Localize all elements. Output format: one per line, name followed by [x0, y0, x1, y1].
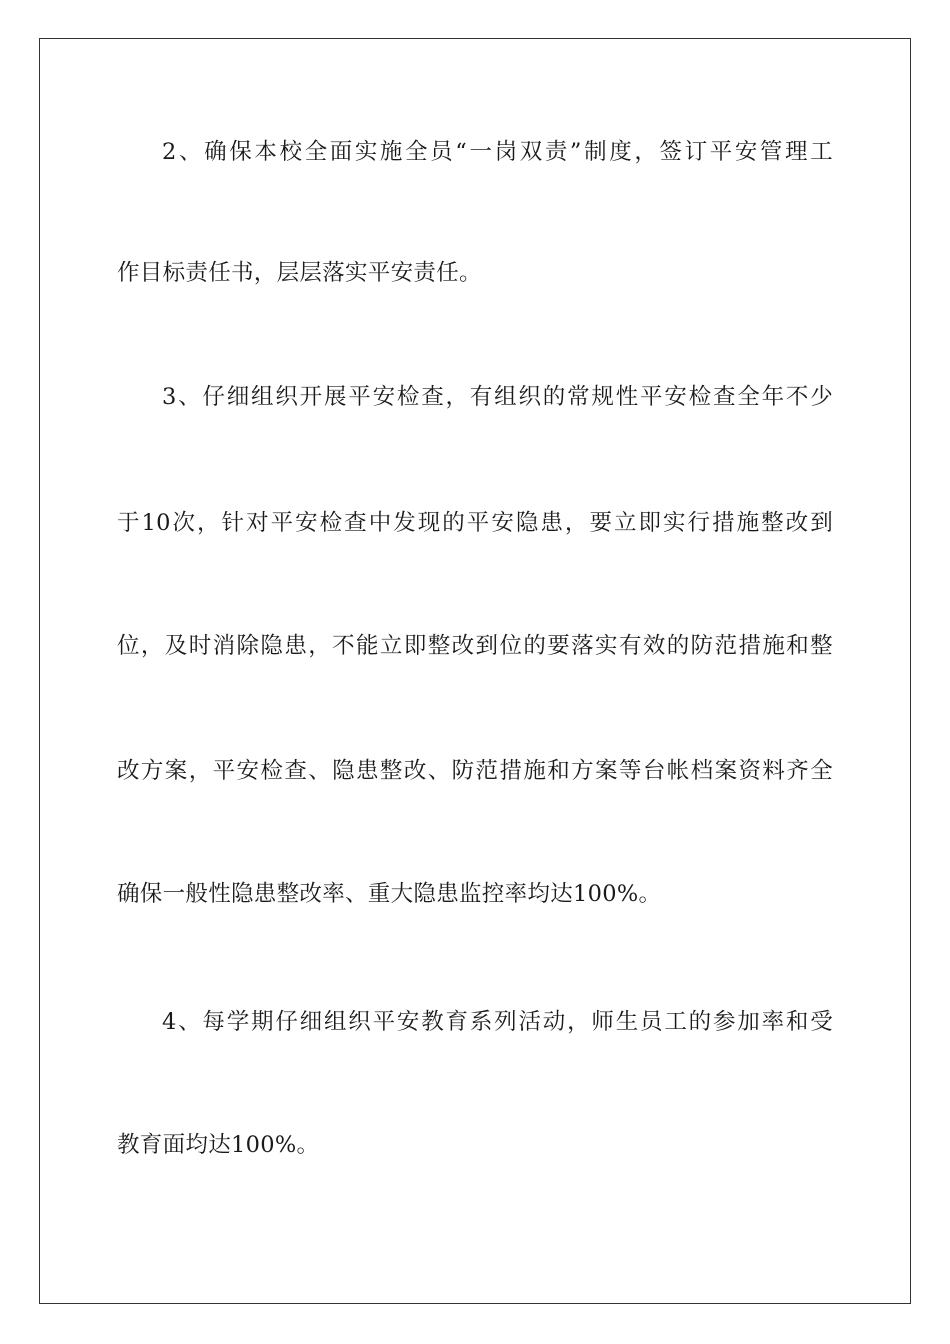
paragraph-3-line-1: 3、仔细组织开展平安检查，有组织的常规性平安检查全年不少 — [162, 384, 833, 410]
paragraph-3-line-4: 改方案，平安检查、隐患整改、防范措施和方案等台帐档案资料齐全 — [117, 758, 833, 784]
paragraph-4-line-1: 4、每学期仔细组织平安教育系列活动，师生员工的参加率和受 — [162, 1009, 833, 1035]
page-border — [39, 38, 911, 1304]
paragraph-2-line-2: 作目标责任书，层层落实平安责任。 — [117, 260, 482, 286]
paragraph-3-line-2: 于10次，针对平安检查中发现的平安隐患，要立即实行措施整改到 — [117, 510, 833, 536]
paragraph-3-line-3: 位，及时消除隐患，不能立即整改到位的要落实有效的防范措施和整 — [117, 633, 833, 659]
paragraph-4-line-2: 教育面均达100%。 — [117, 1132, 320, 1158]
paragraph-2-line-1: 2、确保本校全面实施全员“一岗双责”制度，签订平安管理工 — [162, 139, 833, 165]
paragraph-3-line-5: 确保一般性隐患整改率、重大隐患监控率均达100%。 — [117, 881, 662, 907]
